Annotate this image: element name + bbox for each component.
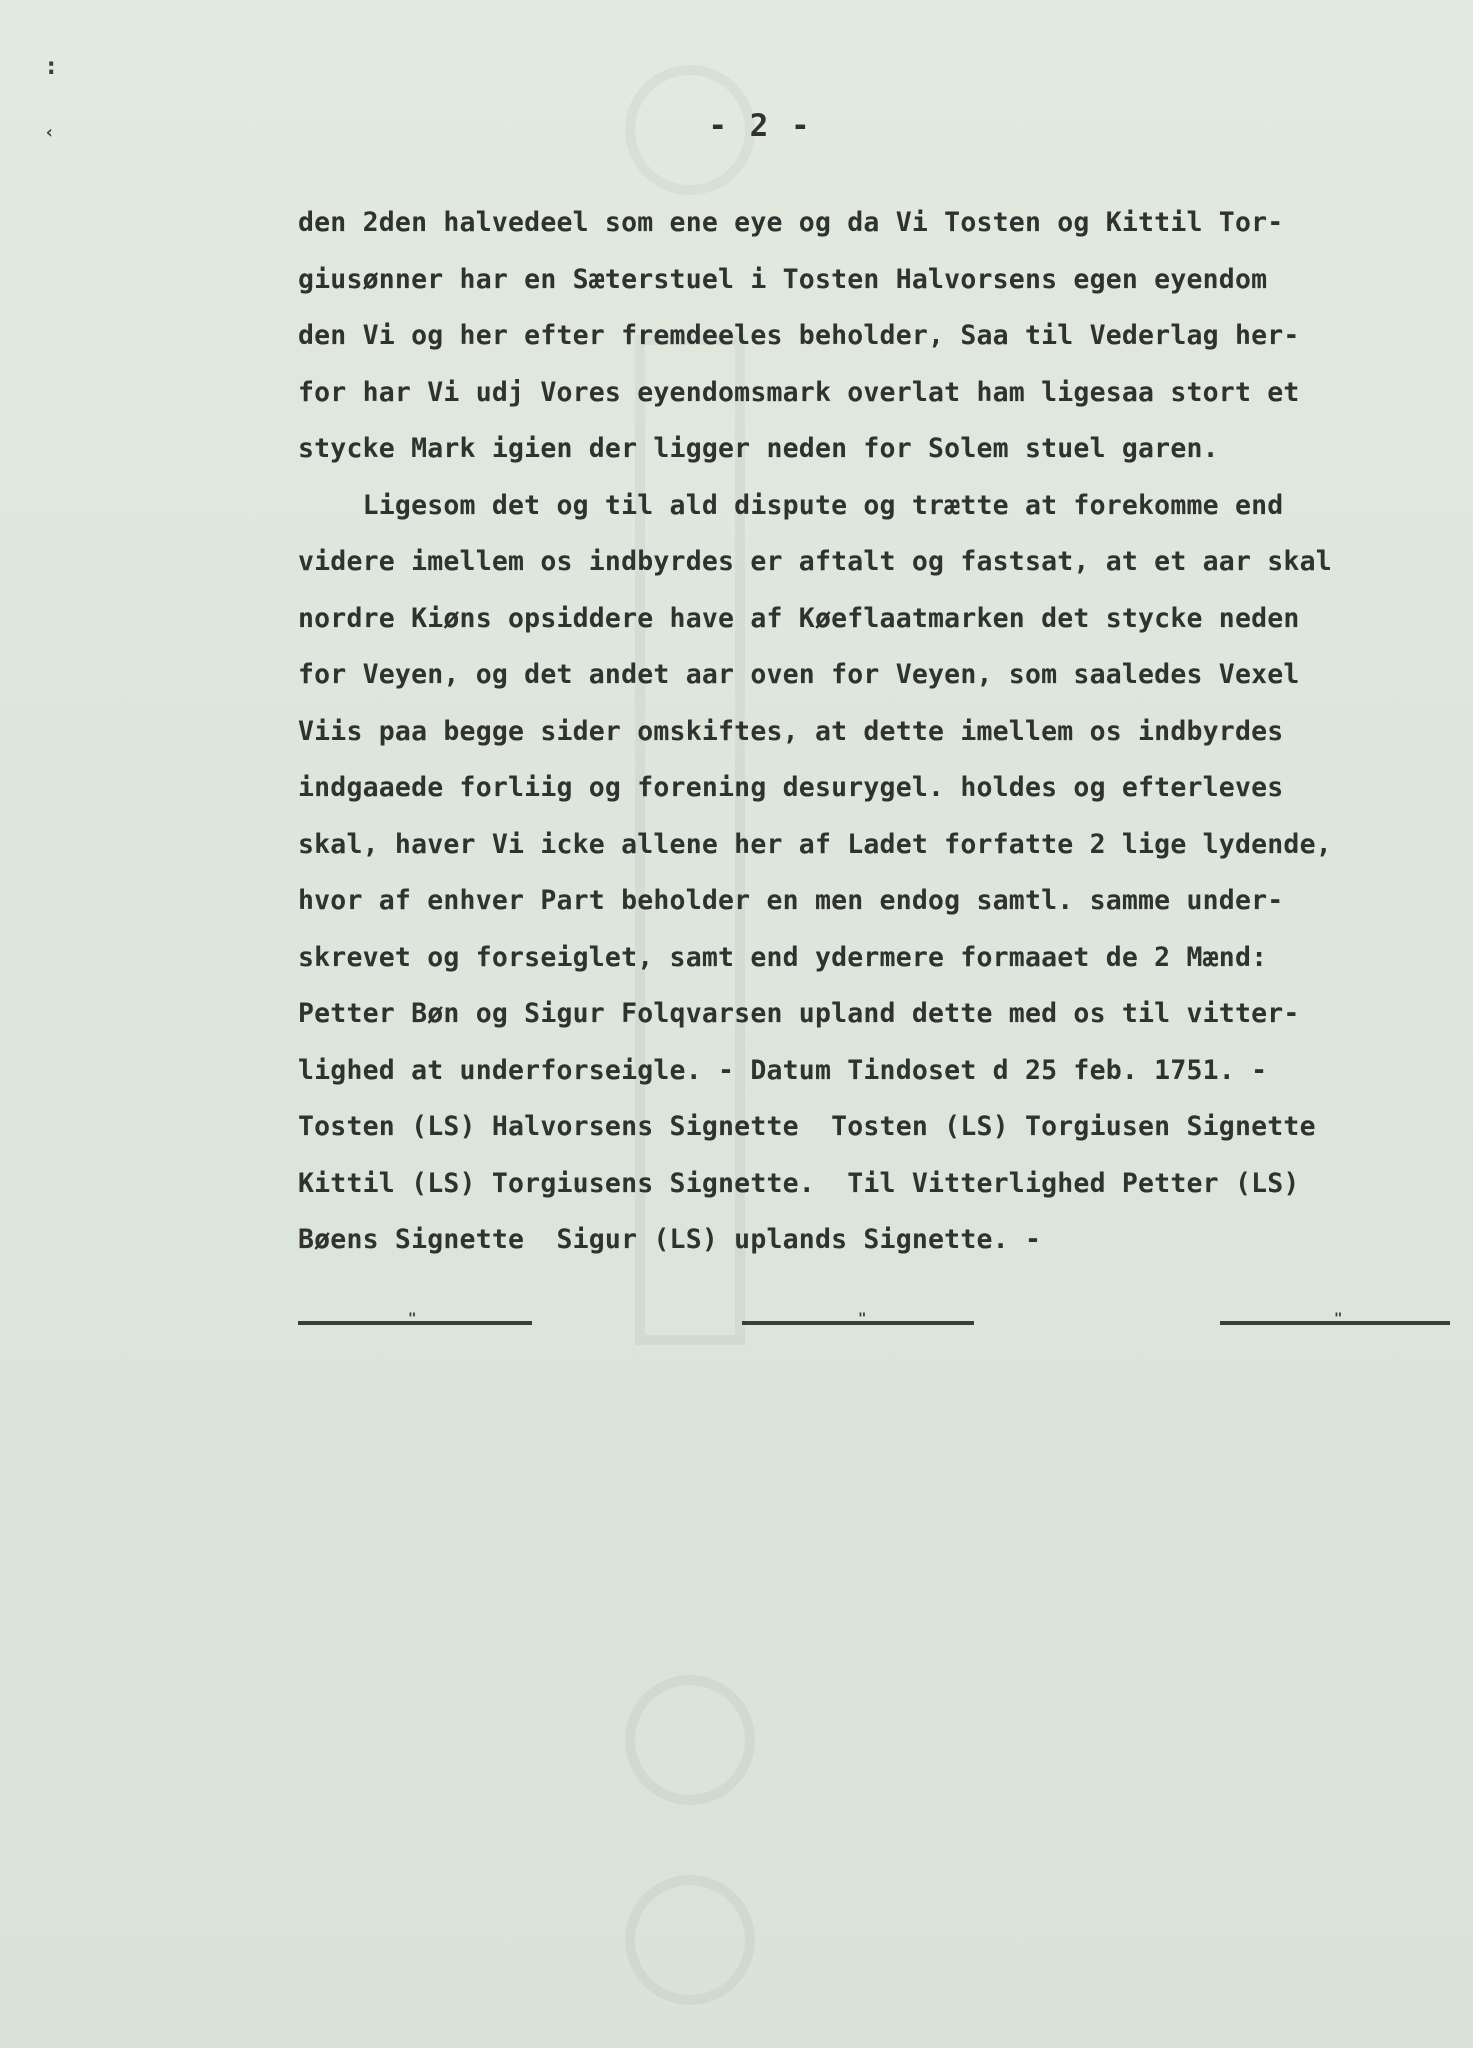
text-line: nordre Kiøns opsiddere have af Køeflaatmarken det stycke neden: [298, 602, 1300, 634]
text-line: den Vi og her efter fremdeeles beholder, Saa til Vederlag her-: [298, 320, 1300, 351]
text-line: Kittil (LS) Torgiusens Signette. Til Vitterlighed Petter (LS): [298, 1167, 1300, 1199]
text-line: Petter Bøn og Sigur Folqvarsen upland dette med os til vitter-: [298, 998, 1300, 1029]
section-divider: [742, 1311, 974, 1329]
text-line: Viis paa begge sider omskiftes, at dette imellem os indbyrdes: [298, 715, 1284, 747]
text-line: lighed at underforseigle. - Datum Tindoset d 25 feb. 1751. -: [298, 1054, 1268, 1086]
divider-mark: ": [408, 1311, 417, 1327]
section-divider: [298, 1311, 532, 1329]
text-line: for Veyen, og det andet aar oven for Veyen, som saaledes Vexel: [298, 659, 1300, 690]
text-line: Ligesom det og til ald dispute og trætte at forekomme end: [298, 489, 1284, 521]
text-line: Tosten (LS) Halvorsens Signette Tosten (LS) Torgiusen Signette: [298, 1111, 1316, 1142]
text-line: giusønner har en Sæterstuel i Tosten Halvorsens egen eyendom: [298, 263, 1268, 295]
page-number: - 2 -: [708, 108, 812, 144]
margin-mark: :: [44, 52, 59, 80]
text-line: skal, haver Vi icke allene her af Ladet forfatte 2 lige lydende,: [298, 828, 1332, 860]
text-line: stycke Mark igien der ligger neden for Solem stuel garen.: [298, 433, 1219, 464]
text-line: den 2den halvedeel som ene eye og da Vi Tosten og Kittil Tor-: [298, 207, 1284, 238]
section-divider: [1220, 1311, 1450, 1329]
document-body: [298, 195, 1458, 1269]
text-line: Bøens Signette Sigur (LS) uplands Signette. -: [298, 1224, 1042, 1255]
divider-mark: ": [1334, 1311, 1343, 1327]
text-line: videre imellem os indbyrdes er aftalt og fastsat, at et aar skal: [298, 546, 1332, 577]
text-line: indgaaede forliig og forening desurygel. holdes og efterleves: [298, 772, 1284, 803]
divider-mark: ": [858, 1311, 867, 1327]
text-line: for har Vi udj Vores eyendomsmark overlat ham ligesaa stort et: [298, 376, 1300, 408]
margin-mark: ‹: [44, 122, 55, 143]
text-line: hvor af enhver Part beholder en men endog samtl. samme under-: [298, 885, 1284, 916]
text-line: skrevet og forseiglet, samt end ydermere formaaet de 2 Mænd:: [298, 941, 1268, 973]
